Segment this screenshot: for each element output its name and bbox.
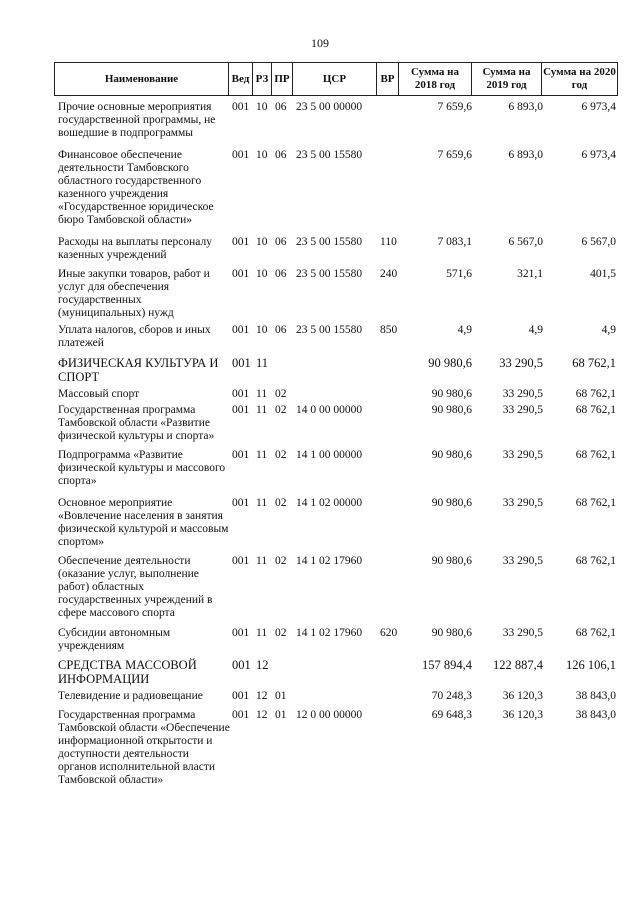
row-ved: 001: [232, 268, 250, 280]
row-sum-2018: 90 980,6: [431, 388, 472, 400]
row-ved: 001: [232, 555, 250, 567]
row-csr: 23 5 00 15580: [296, 236, 363, 248]
row-rz: 10: [256, 268, 268, 280]
row-ved: 001: [232, 388, 250, 400]
row-sum-2019: 4,9: [528, 324, 543, 336]
row-sum-2020: 68 762,1: [575, 627, 616, 639]
row-sum-2020: 68 762,1: [575, 404, 616, 416]
row-name: Государственная программа Тамбовской области «Развитие физической культуры и спорта»: [58, 404, 215, 442]
row-rz: 10: [256, 149, 268, 161]
row-sum-2019: 33 290,5: [502, 627, 543, 639]
row-pr: 06: [275, 268, 287, 280]
row-ved: 001: [232, 690, 250, 702]
row-name: Государственная программа Тамбовской области «Обеспечение информационной открытости и доступности деятельности органов исполнительной власти Тамбовской области»: [58, 709, 230, 786]
row-name: Телевидение и радиовещание: [58, 690, 203, 702]
row-sum-2020: 38 843,0: [575, 690, 616, 702]
row-sum-2019: 6 567,0: [508, 236, 543, 248]
row-sum-2019: 36 120,3: [502, 690, 543, 702]
row-sum-2020: 126 106,1: [566, 658, 616, 672]
row-sum-2020: 38 843,0: [575, 709, 616, 721]
header-ved: Вед: [229, 63, 253, 95]
row-rz: 11: [256, 555, 268, 567]
row-ved: 001: [232, 149, 250, 161]
row-csr: 14 0 00 00000: [296, 404, 363, 416]
header-rz: РЗ: [253, 63, 272, 95]
row-csr: 14 1 02 17960: [296, 627, 363, 639]
table-header: [54, 62, 618, 96]
row-sum-2020: 68 762,1: [575, 555, 616, 567]
row-vr: 110: [380, 236, 397, 248]
row-sum-2020: 4,9: [601, 324, 616, 336]
row-name: Обеспечение деятельности (оказание услуг, выполнение работ) областных государственных учреждений в сфере массового спорта: [58, 555, 213, 619]
row-name: Массовый спорт: [58, 388, 140, 400]
row-vr: 850: [380, 324, 398, 336]
row-sum-2019: 6 893,0: [508, 149, 543, 161]
row-sum-2018: 90 980,6: [431, 404, 472, 416]
row-sum-2019: 33 290,5: [502, 555, 543, 567]
row-sum-2019: 6 893,0: [508, 101, 543, 113]
header-sum-2019: Сумма на 2019 год: [472, 63, 542, 95]
header-sum-2020: Сумма на 2020 год: [543, 66, 616, 91]
row-sum-2018: 90 980,6: [428, 356, 472, 370]
row-pr: 01: [275, 709, 287, 721]
row-pr: 02: [275, 627, 287, 639]
row-sum-2019: 122 887,4: [493, 658, 543, 672]
row-sum-2018: 7 659,6: [437, 101, 472, 113]
row-name: СРЕДСТВА МАССОВОЙ ИНФОРМАЦИИ: [58, 658, 197, 686]
row-sum-2020: 68 762,1: [575, 388, 616, 400]
row-sum-2019: 33 290,5: [502, 449, 543, 461]
row-sum-2020: 68 762,1: [575, 497, 616, 509]
row-sum-2018: 157 894,4: [422, 658, 472, 672]
row-vr: 620: [380, 627, 398, 639]
row-sum-2020: 68 762,1: [572, 356, 616, 370]
row-sum-2018: 4,9: [457, 324, 472, 336]
row-ved: 001: [232, 356, 251, 370]
row-csr: 23 5 00 15580: [296, 149, 363, 161]
row-csr: 14 1 02 00000: [296, 497, 363, 509]
row-csr: 14 1 00 00000: [296, 449, 363, 461]
row-ved: 001: [232, 709, 250, 721]
row-csr: 23 5 00 15580: [296, 324, 363, 336]
row-rz: 12: [256, 658, 269, 672]
row-rz: 10: [256, 236, 268, 248]
row-sum-2019: 33 290,5: [502, 404, 543, 416]
header-name: Наименование: [55, 63, 229, 95]
row-sum-2018: 571,6: [446, 268, 472, 280]
row-rz: 11: [256, 449, 268, 461]
row-ved: 001: [232, 497, 250, 509]
row-sum-2018: 90 980,6: [431, 555, 472, 567]
header-csr: ЦСР: [293, 63, 377, 95]
row-name: Иные закупки товаров, работ и услуг для обеспечения государственных (муниципальных) нужд: [58, 268, 210, 319]
row-sum-2018: 7 083,1: [437, 236, 472, 248]
row-sum-2019: 321,1: [517, 268, 543, 280]
row-csr: 23 5 00 00000: [296, 101, 363, 113]
row-rz: 11: [256, 388, 268, 400]
row-pr: 06: [275, 101, 287, 113]
row-rz: 11: [256, 627, 268, 639]
row-csr: 12 0 00 00000: [296, 709, 363, 721]
row-pr: 02: [275, 449, 287, 461]
row-pr: 02: [275, 497, 287, 509]
page-number: 109: [311, 36, 329, 50]
row-vr: 240: [380, 268, 398, 280]
row-rz: 10: [256, 324, 268, 336]
row-ved: 001: [232, 236, 250, 248]
row-sum-2020: 68 762,1: [575, 449, 616, 461]
row-sum-2019: 33 290,5: [502, 497, 543, 509]
row-sum-2018: 70 248,3: [431, 690, 472, 702]
row-name: Субсидии автономным учреждениям: [58, 627, 171, 652]
row-name: Подпрограмма «Развитие физической культуры и массового спорта»: [58, 449, 226, 487]
row-pr: 02: [275, 555, 287, 567]
row-pr: 06: [275, 236, 287, 248]
row-sum-2018: 69 648,3: [431, 709, 472, 721]
row-pr: 06: [275, 324, 287, 336]
row-ved: 001: [232, 658, 251, 672]
header-sum-2018: Сумма на 2018 год: [399, 63, 472, 95]
row-csr: 23 5 00 15580: [296, 268, 363, 280]
row-name: Финансовое обеспечение деятельности Тамбовского областного государственного казенного учреждения «Государственное юридическое бюро Тамбовской области»: [58, 149, 214, 226]
row-name: Основное мероприятие «Вовлечение населения в занятия физической культурой и массовым спортом»: [58, 497, 229, 548]
row-pr: 02: [275, 404, 287, 416]
row-ved: 001: [232, 627, 250, 639]
row-sum-2020: 401,5: [590, 268, 616, 280]
row-ved: 001: [232, 449, 250, 461]
header-vr: ВР: [377, 63, 399, 95]
row-sum-2020: 6 973,4: [581, 101, 616, 113]
row-rz: 12: [256, 690, 268, 702]
row-sum-2018: 90 980,6: [431, 627, 472, 639]
row-sum-2018: 7 659,6: [437, 149, 472, 161]
row-sum-2019: 33 290,5: [499, 356, 543, 370]
row-rz: 11: [256, 497, 268, 509]
row-pr: 01: [275, 690, 287, 702]
row-sum-2020: 6 973,4: [581, 149, 616, 161]
row-pr: 02: [275, 388, 287, 400]
row-rz: 11: [256, 404, 268, 416]
row-csr: 14 1 02 17960: [296, 555, 363, 567]
row-name: Прочие основные мероприятия государственной программы, не вошедшие в подпрограммы: [58, 101, 216, 139]
row-sum-2018: 90 980,6: [431, 497, 472, 509]
header-pr: ПР: [272, 63, 293, 95]
row-sum-2019: 36 120,3: [502, 709, 543, 721]
row-name: ФИЗИЧЕСКАЯ КУЛЬТУРА И СПОРТ: [58, 356, 219, 384]
row-ved: 001: [232, 404, 250, 416]
row-name: Расходы на выплаты персоналу казенных учреждений: [58, 236, 212, 261]
row-name: Уплата налогов, сборов и иных платежей: [58, 324, 211, 349]
row-sum-2019: 33 290,5: [502, 388, 543, 400]
row-ved: 001: [232, 101, 250, 113]
row-rz: 12: [256, 709, 268, 721]
row-rz: 11: [256, 356, 269, 370]
row-pr: 06: [275, 149, 287, 161]
row-ved: 001: [232, 324, 250, 336]
row-sum-2020: 6 567,0: [581, 236, 616, 248]
row-sum-2018: 90 980,6: [431, 449, 472, 461]
row-rz: 10: [256, 101, 268, 113]
